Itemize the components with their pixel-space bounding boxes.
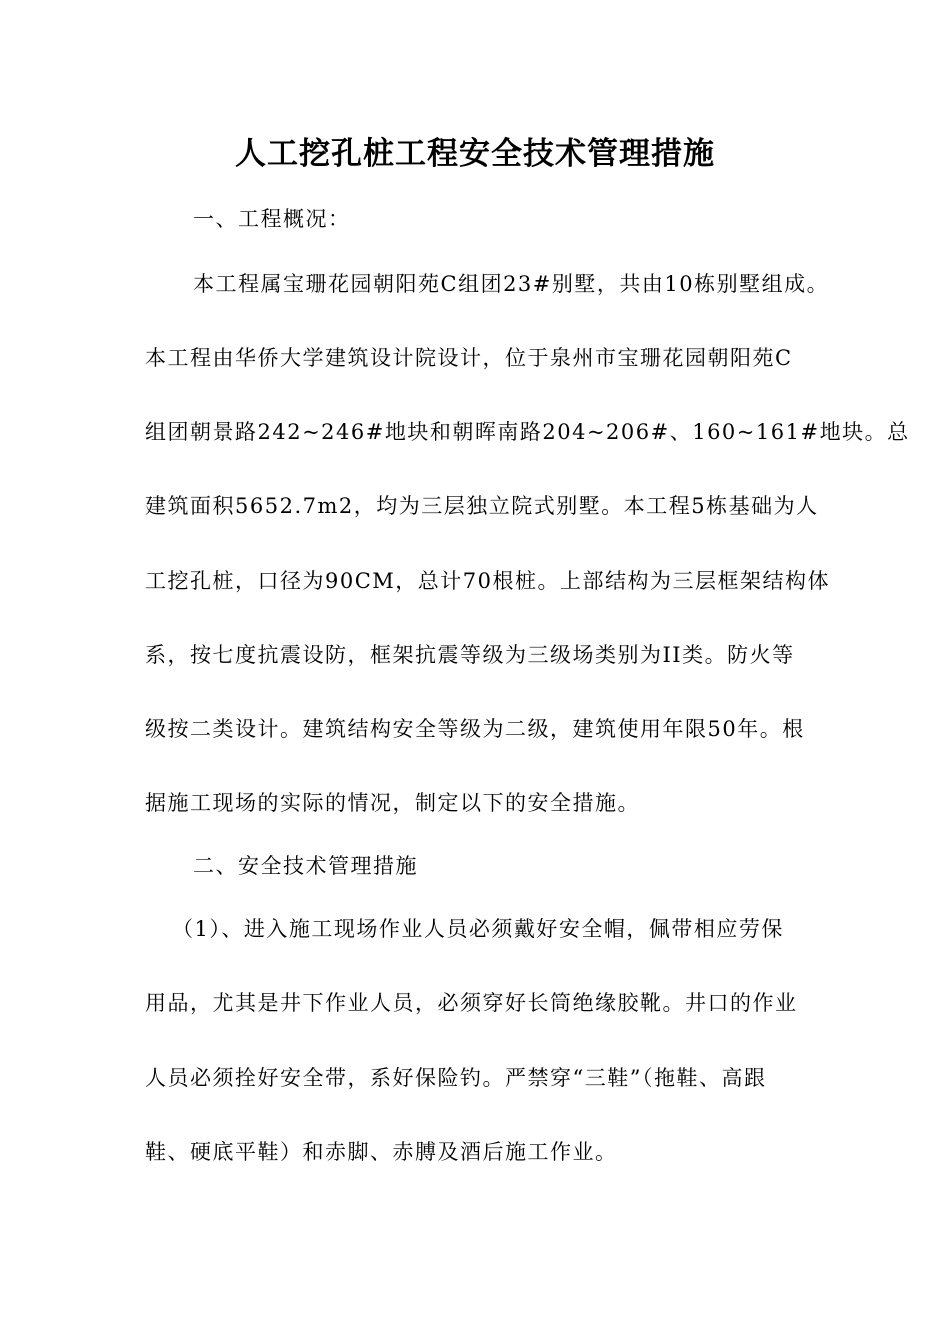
- paragraph-line: 工挖孔桩，口径为90CM，总计70根桩。上部结构为三层框架结构体: [145, 569, 831, 593]
- paragraph-line: 人员必须拴好安全带，系好保险钓。严禁穿“三鞋”（拖鞋、高跟: [145, 1066, 767, 1090]
- paragraph-line: 级按二类设计。建筑结构安全等级为二级，建筑使用年限50年。根: [145, 717, 805, 741]
- section-heading-overview: 一、工程概况：: [193, 207, 351, 231]
- paragraph-line: 系，按七度抗震设防，框架抗震等级为三级场类别为II类。防火等: [145, 643, 795, 667]
- paragraph-line: 据施工现场的实际的情况，制定以下的安全措施。: [145, 791, 640, 815]
- paragraph-line: 建筑面积5652.7m2，均为三层独立院式别墅。本工程5栋基础为人: [145, 494, 819, 518]
- paragraph-line: 组团朝景路242~246#地块和朝晖南路204~206#、160~161#地块。总: [145, 420, 910, 444]
- section-heading-safety: 二、安全技术管理措施: [193, 854, 418, 878]
- paragraph-line: 本工程属宝珊花园朝阳苑C组团23#别墅，共由10栋别墅组成。: [193, 272, 830, 296]
- paragraph-line: （1）、进入施工现场作业人员必须戴好安全帽，佩带相应劳保: [172, 917, 784, 941]
- document-title: 人工挖孔桩工程安全技术管理措施: [235, 136, 715, 172]
- paragraph-line: 本工程由华侨大学建筑设计院设计，位于泉州市宝珊花园朝阳苑C: [145, 346, 793, 370]
- paragraph-line: 鞋、硬底平鞋）和赤脚、赤膊及酒后施工作业。: [145, 1140, 618, 1164]
- paragraph-line: 用品，尤其是井下作业人员，必须穿好长筒绝缘胶靴。井口的作业: [145, 991, 798, 1015]
